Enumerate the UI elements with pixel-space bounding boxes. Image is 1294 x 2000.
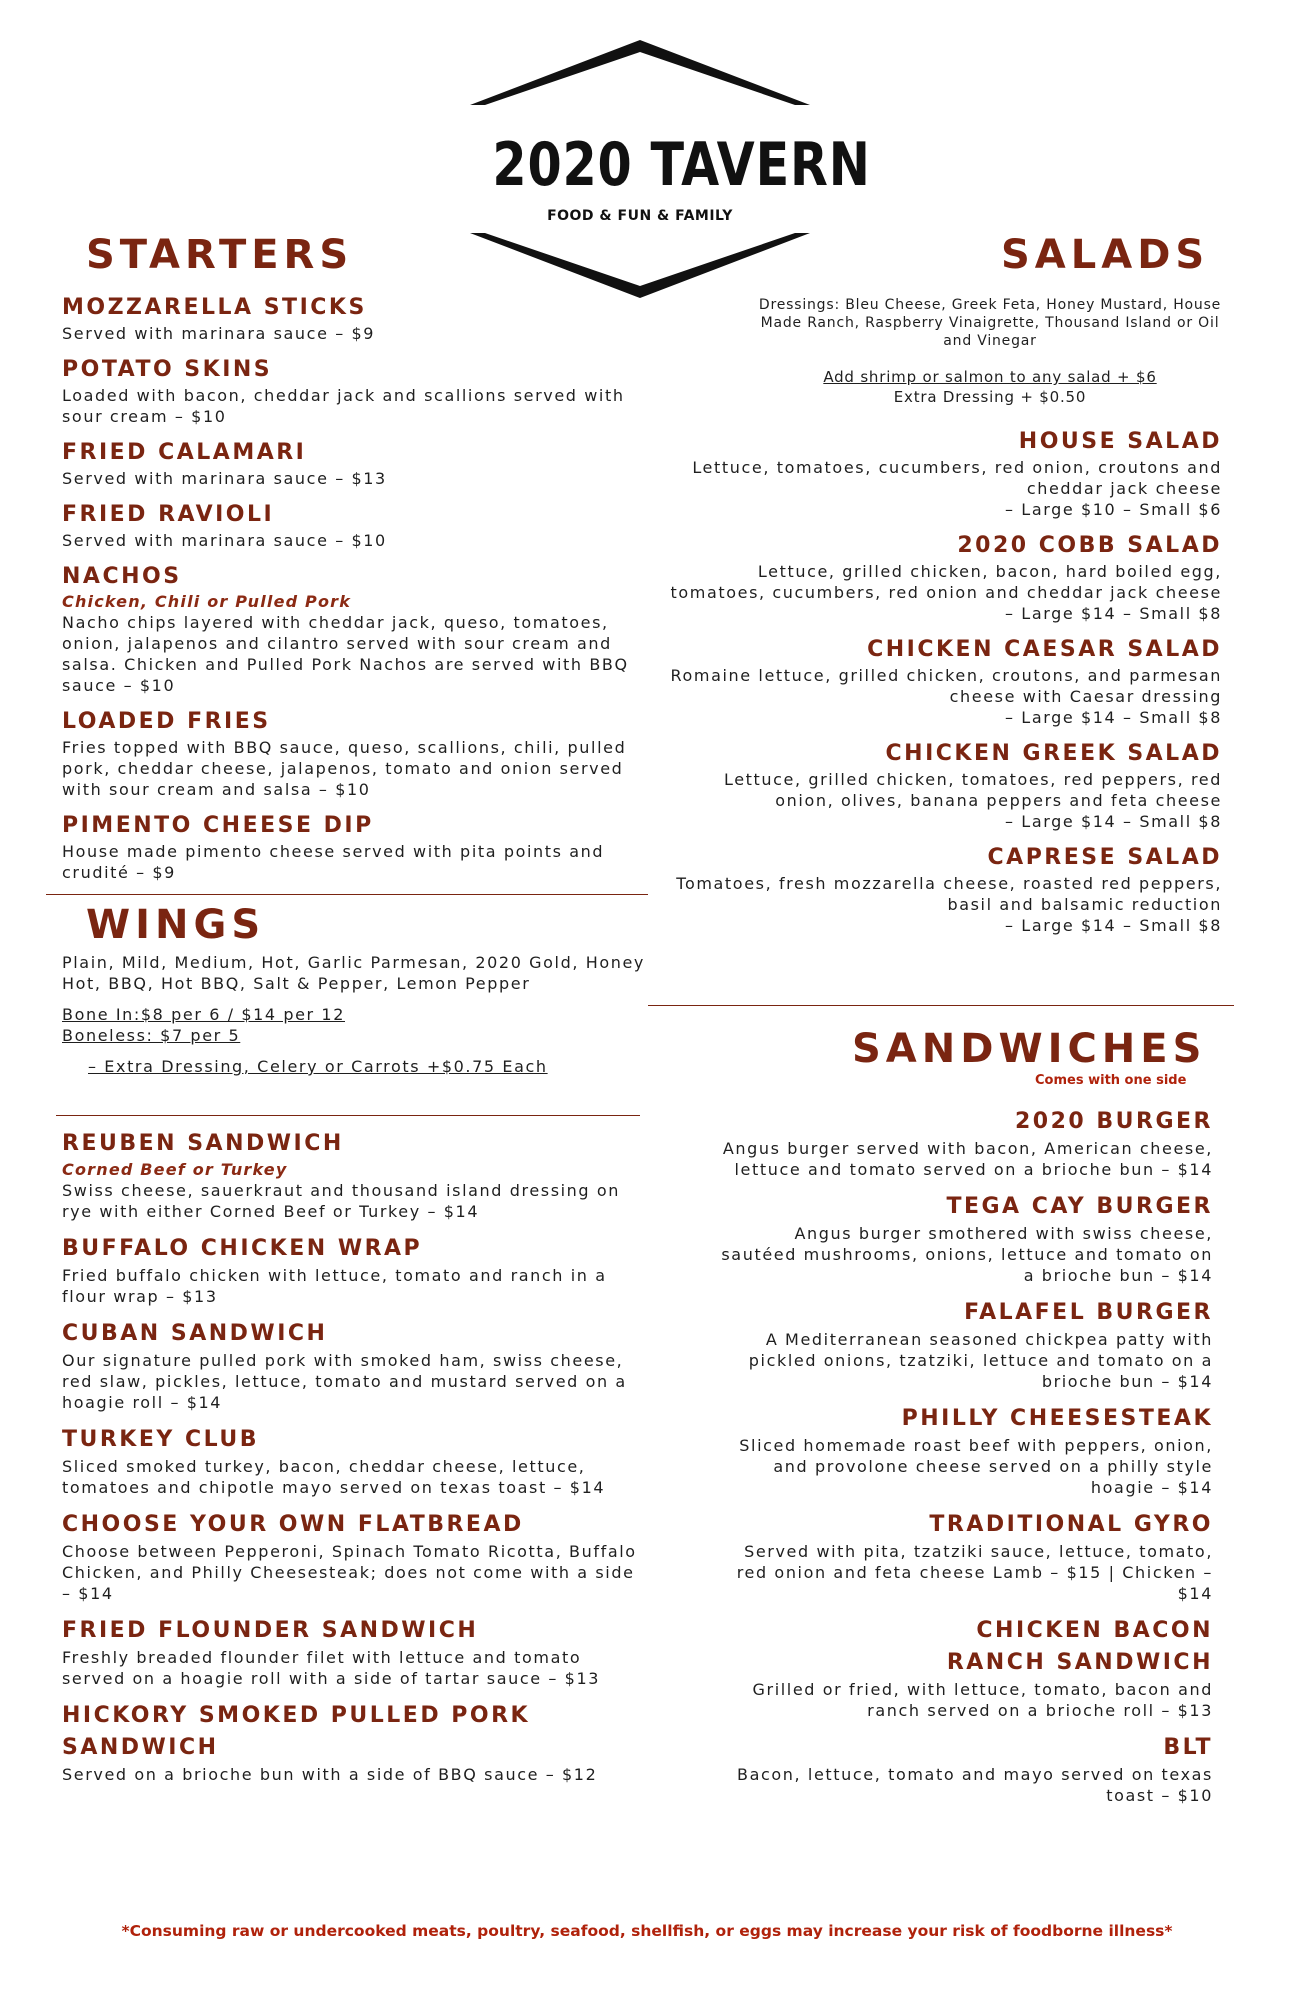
salad-item: [670, 635, 1222, 728]
starter-item: [62, 811, 652, 883]
logo-title: 2020 TAVERN: [492, 130, 871, 200]
salad-item-price: – Large $14 – Small $8: [1005, 812, 1222, 831]
starter-item: [62, 500, 652, 551]
sandwich-item-description: Angus burger smothered with swiss cheese, sautéed mushrooms, onions, lettuce and tomato on a brioche bun – $14: [721, 1224, 1213, 1285]
salad-item-description: Lettuce, grilled chicken, tomatoes, red peppers, red onion, olives, banana peppers and feta cheese: [723, 770, 1222, 810]
starter-item-title: MOZZARELLA STICKS: [62, 295, 367, 320]
salad-item-price: – Large $14 – Small $8: [1005, 916, 1222, 935]
sandwich-item: [62, 1700, 642, 1785]
logo: [460, 30, 871, 330]
salad-item-title: HOUSE SALAD: [1018, 429, 1222, 454]
wings-boneless-price: Boneless: $7 per 5: [62, 1026, 241, 1045]
sandwich-item-title: TEGA CAY BURGER: [946, 1194, 1213, 1219]
starter-item-description: House made pimento cheese served with pita points and crudité – $9: [62, 842, 605, 882]
sandwich-item-description: Sliced homemade roast beef with peppers, onion, and provolone cheese served on a philly style hoagie – $14: [739, 1436, 1213, 1497]
salad-item-description: Lettuce, tomatoes, cucumbers, red onion, croutons and cheddar jack cheese: [692, 458, 1222, 498]
sandwich-item-description: Our signature pulled pork with smoked ham, swiss cheese, red slaw, pickles, lettuce, tomato and mustard served on a hoagie roll – $14: [62, 1351, 627, 1412]
sandwich-item-title: BUFFALO CHICKEN WRAP: [62, 1236, 423, 1261]
sandwich-item: [62, 1424, 642, 1498]
sandwich-item: [720, 1732, 1213, 1806]
sandwich-item-description: Sliced smoked turkey, bacon, cheddar cheese, lettuce, tomatoes and chipotle mayo served on texas toast – $14: [62, 1457, 606, 1497]
sandwich-item-title: CHICKEN BACON RANCH SANDWICH: [946, 1618, 1213, 1675]
sandwich-item: [62, 1615, 642, 1689]
sandwich-item-title: TRADITIONAL GYRO: [929, 1512, 1213, 1537]
sandwich-item-title: HICKORY SMOKED PULLED PORK SANDWICH: [62, 1703, 531, 1760]
sandwich-item-description: Freshly breaded flounder filet with lettuce and tomato served on a hoagie roll with a side of tartar sauce – $13: [62, 1648, 601, 1688]
wings-extras: – Extra Dressing, Celery or Carrots +$0.75 Each: [88, 1057, 548, 1076]
sandwich-item-description: Choose between Pepperoni, Spinach Tomato Ricotta, Buffalo Chicken, and Philly Cheesesteak; does not come with a side – $14: [62, 1542, 637, 1603]
starter-item-description: Loaded with bacon, cheddar jack and scallions served with sour cream – $10: [62, 386, 625, 426]
salad-extra-dressing: Extra Dressing + $0.50: [893, 388, 1087, 406]
starter-item: [62, 562, 652, 696]
starter-item-subtitle: Chicken, Chili or Pulled Pork: [62, 592, 352, 611]
starter-item-description: Served with marinara sauce – $10: [62, 531, 387, 550]
sandwich-item-title: CUBAN SANDWICH: [62, 1321, 328, 1346]
starter-item-description: Fries topped with BBQ sauce, queso, scallions, chili, pulled pork, cheddar cheese, jalapenos, tomato and onion served with sour cream and salsa – $10: [62, 738, 627, 799]
divider-starters-wings: [46, 894, 648, 895]
starter-item-title: POTATO SKINS: [62, 357, 273, 382]
divider-salads-sandwiches: [648, 1005, 1234, 1006]
sandwich-item-title: CHOOSE YOUR OWN FLATBREAD: [62, 1512, 524, 1537]
starter-item: [62, 707, 652, 800]
starter-item-description: Nacho chips layered with cheddar jack, queso, tomatoes, onion, jalapenos and cilantro served with sour cream and salsa. Chicken and Pulled Pork Nachos are served with BBQ sauce – $10: [62, 613, 629, 695]
sandwich-item: [62, 1128, 642, 1222]
starter-item-title: FRIED RAVIOLI: [62, 502, 275, 527]
salads-heading: SALADS: [1001, 232, 1210, 278]
salad-item-title: CAPRESE SALAD: [987, 845, 1222, 870]
starter-item: [62, 293, 652, 344]
sandwich-item-title: FALAFEL BURGER: [964, 1300, 1213, 1325]
salad-list: [670, 427, 1222, 947]
sandwich-item-description: A Mediterranean seasoned chickpea patty with pickled onions, tzatziki, lettuce and tomato on a brioche bun – $14: [748, 1330, 1213, 1391]
sandwich-item-description: Bacon, lettuce, tomato and mayo served on texas toast – $10: [737, 1765, 1213, 1805]
sandwich-item: [62, 1233, 642, 1307]
salad-add-protein: Add shrimp or salmon to any salad + $6: [823, 368, 1157, 386]
sandwich-item: [720, 1403, 1213, 1498]
wings-section: [62, 952, 652, 1077]
wings-heading: WINGS: [86, 902, 266, 948]
sandwiches-heading: SANDWICHES: [852, 1026, 1207, 1072]
salad-item-description: Lettuce, grilled chicken, bacon, hard boiled egg, tomatoes, cucumbers, red onion and cheddar jack cheese: [670, 562, 1222, 602]
starter-item-title: LOADED FRIES: [62, 709, 271, 734]
starter-item-title: PIMENTO CHEESE DIP: [62, 813, 374, 838]
sandwich-item-description: Swiss cheese, sauerkraut and thousand island dressing on rye with either Corned Beef or Turkey – $14: [62, 1181, 620, 1221]
sandwich-item-description: Angus burger served with bacon, American cheese, lettuce and tomato served on a brioche bun – $14: [722, 1139, 1213, 1179]
starter-item-title: NACHOS: [62, 564, 182, 589]
divider-wings-sandwiches: [56, 1115, 640, 1116]
salad-item: [670, 427, 1222, 520]
sandwich-item-description: Served on a brioche bun with a side of BBQ sauce – $12: [62, 1765, 598, 1784]
sandwich-item: [720, 1106, 1213, 1180]
starter-item-description: Served with marinara sauce – $13: [62, 469, 387, 488]
salad-item-price: – Large $10 – Small $6: [1005, 500, 1222, 519]
sandwich-item: [62, 1318, 642, 1413]
logo-subtitle: FOOD & FUN & FAMILY: [547, 208, 733, 224]
starter-item-description: Served with marinara sauce – $9: [62, 324, 376, 343]
salad-item-title: CHICKEN GREEK SALAD: [885, 741, 1222, 766]
left-sandwich-list: [62, 1128, 642, 1796]
sandwich-item: [720, 1191, 1213, 1286]
starter-item-title: FRIED CALAMARI: [62, 440, 307, 465]
starter-item: [62, 438, 652, 489]
sandwich-item-title: BLT: [1163, 1735, 1213, 1760]
wings-flavors: Plain, Mild, Medium, Hot, Garlic Parmesan, 2020 Gold, Honey Hot, BBQ, Hot BBQ, Salt & Pepper, Lemon Pepper: [62, 953, 646, 993]
salad-item-title: 2020 COBB SALAD: [957, 533, 1222, 558]
salads-intro: [750, 296, 1230, 406]
sandwich-item-subtitle: Corned Beef or Turkey: [62, 1160, 288, 1179]
salad-dressings: Dressings: Bleu Cheese, Greek Feta, Honey Mustard, House Made Ranch, Raspberry Vinaigrette, Thousand Island or Oil and Vinegar: [758, 297, 1222, 349]
sandwich-item-title: REUBEN SANDWICH: [62, 1131, 344, 1156]
salad-item-description: Romaine lettuce, grilled chicken, croutons, and parmesan cheese with Caesar dressing: [670, 666, 1222, 706]
sandwich-item-title: TURKEY CLUB: [62, 1427, 259, 1452]
sandwich-item-description: Fried buffalo chicken with lettuce, tomato and ranch in a flour wrap – $13: [62, 1266, 607, 1306]
wings-bone-in-price: Bone In:$8 per 6 / $14 per 12: [62, 1005, 345, 1024]
salad-item: [670, 843, 1222, 936]
sandwich-item-description: Served with pita, tzatziki sauce, lettuce, tomato, red onion and feta cheese Lamb – $15 | Chicken – $14: [736, 1542, 1213, 1603]
starter-item: [62, 355, 652, 427]
sandwich-item: [62, 1509, 642, 1604]
sandwich-item: [720, 1509, 1213, 1604]
sandwich-list: [720, 1106, 1213, 1817]
sandwich-item: [720, 1297, 1213, 1392]
sandwich-item-description: Grilled or fried, with lettuce, tomato, bacon and ranch served on a brioche roll – $13: [752, 1680, 1213, 1720]
starters-list: [62, 293, 652, 894]
sandwich-item-title: 2020 BURGER: [1015, 1109, 1213, 1134]
sandwich-item-title: FRIED FLOUNDER SANDWICH: [62, 1618, 479, 1643]
salad-item: [670, 531, 1222, 624]
salad-item: [670, 739, 1222, 832]
starters-heading: STARTERS: [86, 232, 354, 278]
sandwiches-note: Comes with one side: [1035, 1073, 1187, 1088]
footer-disclaimer: *Consuming raw or undercooked meats, poultry, seafood, shellfish, or eggs may increase your risk of foodborne illness*: [121, 1922, 1173, 1940]
sandwich-item: [720, 1615, 1213, 1721]
salad-item-price: – Large $14 – Small $8: [1005, 708, 1222, 727]
salad-item-description: Tomatoes, fresh mozzarella cheese, roasted red peppers, basil and balsamic reduction: [676, 874, 1222, 914]
salad-item-price: – Large $14 – Small $8: [1005, 604, 1222, 623]
sandwich-item-title: PHILLY CHEESESTEAK: [901, 1406, 1213, 1431]
salad-item-title: CHICKEN CAESAR SALAD: [867, 637, 1222, 662]
